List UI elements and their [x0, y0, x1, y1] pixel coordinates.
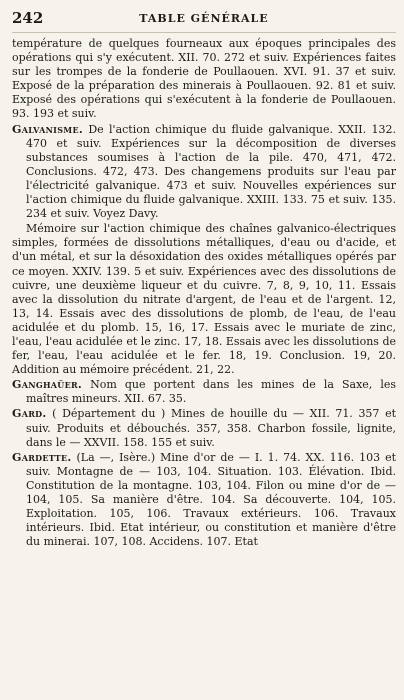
entry-heading: Gard. — [12, 407, 47, 421]
page-number: 242 — [12, 9, 44, 27]
index-entries — [12, 37, 396, 549]
entry-heading: Galvanisme. — [12, 122, 83, 136]
entry-text: ( Département du ) Mines de houille du — XII. 71. 357 et suiv. Produits et débouchés. 357, 358. Charbon fossile, lignite, dans le — XXVII. 158. 155 et suiv. — [26, 407, 396, 449]
entry-text: Mémoire sur l'action chimique des chaînes galvanico-électriques simples, formées de dissolutions métalliques, d'eau ou d'acide, et d'un métal, et sur la désoxidation des oxides métalliques opérés par ce moyen. XXIV. 139. 5 et suiv. Expériences avec des dissolutions de cuivre, une deuxième liqueur et du cuivre. 7, 8, 9, 10, 11. Essais avec la dissolution du nitrate d'argent, de l'eau et de l'argent. 12, 13, 14. Essais avec des dissolutions de plomb, de l'eau, de l'eau aciduléе et du plomb. 15, 16, 17. Essais avec le muriate de zinc, l'eau, l'eau acidulée et le zinc. 17, 18. Essais avec les dissolutions de fer, l'eau, l'eau acidulée et le fer. 18, 19. Conclusion. 19, 20. Addition au mémoire précédent. 21, 22. — [12, 222, 396, 377]
running-title: TABLE GÉNÉRALE — [139, 12, 269, 25]
entry-heading: Ganghaüer. — [12, 378, 83, 392]
entry-text: Nom que portent dans les mines de la Saxe, les maîtres mineurs. XII. 67. 35. — [26, 378, 396, 406]
entry-text: De l'action chimique du fluide galvanique. XXII. 132. 470 et suiv. Expériences sur la décomposition de diverses substances soumises à l'action de la pile. 470, 471, 472. Conclusions. 472, 473. Des changemens produits sur l'eau par l'électricité galvanique. 473 et suiv. Nouvelles expériences sur l'action chimique du fluide galvanique. XXIII. 133. 75 et suiv. 135. 234 et suiv. Voyez Davy. — [26, 122, 396, 221]
index-entry — [12, 451, 396, 550]
index-entry — [12, 407, 396, 449]
page-header — [12, 6, 396, 33]
entry-heading: Gardette. — [12, 450, 72, 464]
index-entry — [12, 378, 396, 406]
entry-text: (La —, Isère.) Mine d'or de — I. 1. 74. XX. 116. 103 et suiv. Montagne de — 103, 104. Situation. 103. Élévation. Ibid. Constitution de la montagne. 103, 104. Filon ou mine d'or de — 104, 105. Sa manière d'être. 104. Sa découverte. 104, 105. Exploitation. 105, 106. Travaux extérieurs. 106. Travaux intérieurs. Ibid. Etat intérieur, ou constitution et manière d'être du minerai. 107, 108. Accidens. 107. Etat — [26, 450, 396, 549]
index-entry — [12, 222, 396, 377]
index-entry — [12, 123, 396, 222]
entry-text: température de quelques fourneaux aux époques principales des opérations qui s'y exécutent. XII. 70. 272 et suiv. Expériences faites sur les trompes de la fonderie de Poullaouen. XVI. 91. 37 et suiv. Exposé de la préparation des minerais à Poullaouen. 92. 81 et suiv. Exposé des opérations qui s'exécutent à la fonderie de Poullaouen. 93. 193 et suiv. — [12, 37, 396, 121]
index-entry — [12, 37, 396, 122]
